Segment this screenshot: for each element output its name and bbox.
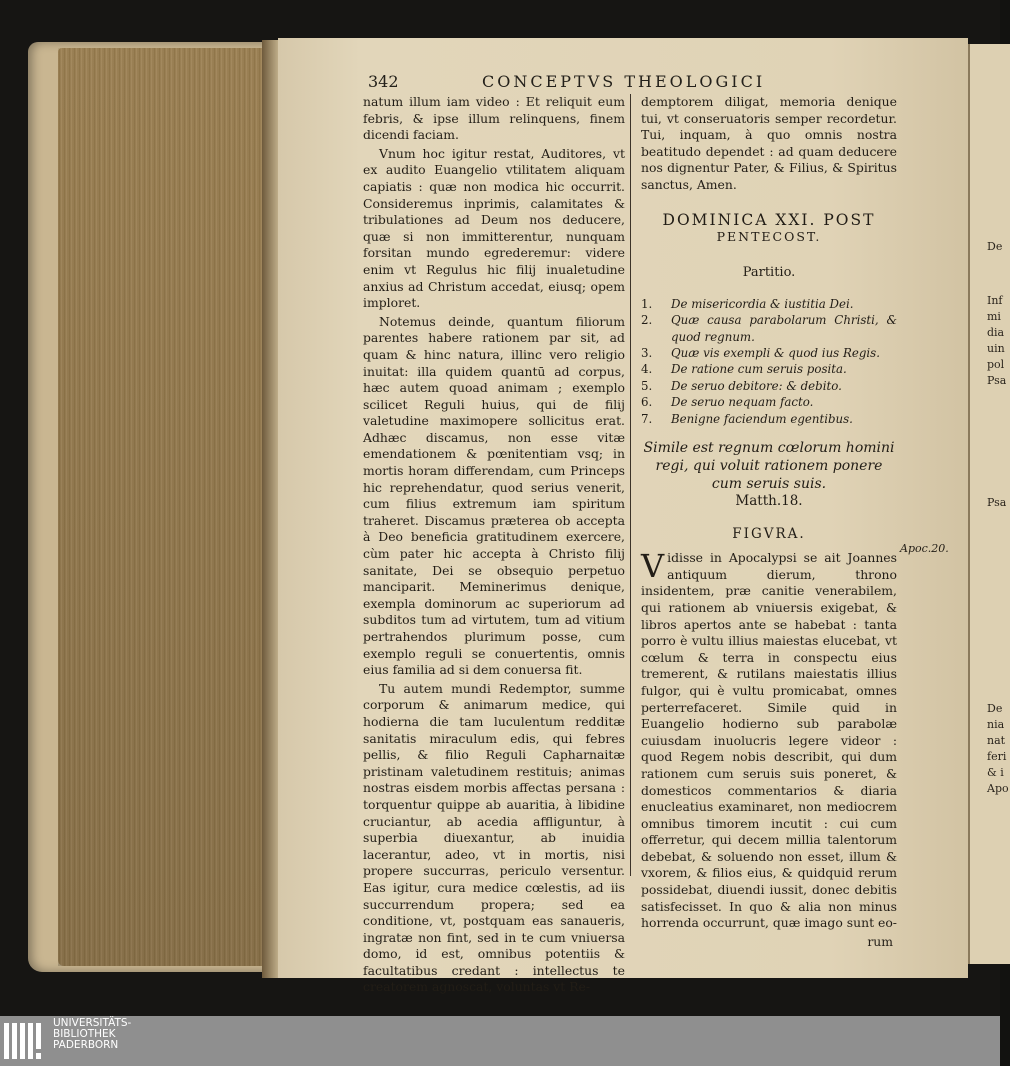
next-page-fragment: De <box>987 240 1003 253</box>
footer-bar <box>0 1016 1000 1066</box>
book-fore-edge <box>58 48 270 966</box>
margin-note: Apoc.20. <box>900 542 949 555</box>
next-page-fragment: dia <box>987 326 1005 339</box>
paragraph: Notemus deinde, quantum filiorum parentes habere rationem par sit, ad quam & hinc natura, illinc vero religio inuitat: illa quidem quantū ad corpus, hæc autem quoad animam ; exemplo scilicet Reguli huius, qui de filij valetudine maximopere sollicitus erat. Adhæc discamus, non esse vitæ emendationem & pœnitentiam vsq; in mortis horam differendam, cum Princeps hic reprehendatur, quod serius venerit, cum filius extremum iam spiritum traheret. Discamus præterea ob accepta à Deo beneficia gratitudinem exercere, cùm pater hic accepta à Christo filij sanitate, Dei se obsequio perpetuo manciparit. Meminerimus denique, exempla dominorum ac superiorum ad subditos tum ad virtutem, tum ad vitium pertrahendos plurimum posse, cum exemplo reguli se conuertentis, omnis eius familia ad si dem conuersa fit. <box>363 313 625 678</box>
paragraph: Vidisse in Apocalypsi se ait Joannes antiquum dierum, throno insidentem, præ canitie venerabilem, qui rationem ab vniuersis exigebat, & libros apertos ante se habebat : tanta porro è vultu illius maiestas elucebat, vt cœlum & terra in conspectu eius tremerent, & rutilans maiestatis illius fulgor, qui è vultu promicabat, omnes perterrefaceret. Simile quid in Euangelio hodierno sub parabolæ cuiusdam inuolucris legere videor : quod Regem nobis describit, qui dum rationem cum seruis suis poneret, & domesticos commentarios & diaria enucleatius examinaret, non mediocrem omnibus timorem incutit : cui cum offerretur, qui decem millia talentorum debebat, & soluendo non esset, illum & vxorem, & filios eius, & quidquid rerum possidebat, diuendi iussit, donec debitis satisfecisset. In quo & alia non minus horrenda occurrunt, quæ imago sunt eo- <box>641 547 897 931</box>
scripture-quote: Simile est regnum cœlorum homini regi, qui voluit rationem ponere cum seruis suis. <box>643 440 895 492</box>
next-page-fragment: De <box>987 702 1003 715</box>
paragraph: Vnum hoc igitur restat, Auditores, vt ex audito Euangelio vtilitatem aliquam capiatis : quæ non modica hic occurrit. Consideremus inprimis, calamitates & tribulationes ad Deum nos deducere, quæ si non immitterentur, nunquam forsitan mundo egrederemur: videre enim vt Regulus hic filij inualetudine anxius ad Christum accedat, eiusq; opem imploret. <box>363 145 625 311</box>
library-logo-text: UNIVERSITÄTS- BIBLIOTHEK PADERBORN <box>53 1017 132 1051</box>
catchword: rum <box>867 933 893 949</box>
next-page-fragment: feri <box>987 750 1007 763</box>
list-item: 5. De seruo debitore: & debito. <box>641 378 842 393</box>
page-number: 342 <box>368 72 399 91</box>
list-item: 4. De ratione cum seruis posita. <box>641 362 847 377</box>
figura-heading: FIGVRA. <box>732 525 806 542</box>
list-item: 6. De seruo nequam facto. <box>641 395 814 410</box>
next-page-fragment: mi <box>987 310 1001 323</box>
scripture-reference: Matth.18. <box>735 493 803 509</box>
column-rule <box>630 94 631 876</box>
list-item: 3. Quæ vis exempli & quod ius Regis. <box>641 345 880 360</box>
right-column <box>641 94 897 950</box>
running-head <box>368 72 948 94</box>
next-page-fragment: Psa <box>987 496 1007 509</box>
section-subheading: PENTECOST. <box>716 228 822 244</box>
section-heading: DOMINICA XXI. POST <box>662 210 876 229</box>
next-page-fragment: pol <box>987 358 1005 371</box>
next-page-fragment: uin <box>987 342 1005 355</box>
library-logo-icon <box>2 1019 46 1063</box>
paragraph: Tu autem mundi Redemptor, summe corporum & animarum medice, qui hodierna die tam luculentum redditæ sanitatis miraculum edis, qui febres pellis, & filio Reguli Capharnaitæ pristinam valetudinem restituis; animas nostras eisdem morbis affectas persana : torquentur quippe ab auaritia, à libidine cruciantur, ab acedia affliguntur, à superbia diuexantur, ab inuidia lacerantur, adeo, vt in mortis, nisi propere succurras, periculo versentur. Eas igitur, cura medice cœlestis, ad iis succurrendum propera; sed ea conditione, vt, postquam eas sanaueris, ingratæ non fint, sed in te cum vniuersa domo, id est, omnibus potentiis & facultatibus credant : intellectus te creatorem agnoscat, voluntas vt Re- <box>363 680 625 995</box>
drop-cap: V <box>641 547 665 586</box>
next-page-fragment: nat <box>987 734 1006 747</box>
left-column <box>363 94 625 998</box>
list-item: 2. Quæ causa parabolarum Christi, & quod regnum. <box>641 313 897 344</box>
next-page-fragment: nia <box>987 718 1005 731</box>
partitio-list <box>641 296 897 427</box>
paragraph: demptorem diligat, memoria denique tui, vt conseruatoris semper recordetur. Tui, inquam, à quo omnis nostra beatitudo dependet : ad quam deducere nos dignentur Pater, & Filius, & Spiritus sanctus, Amen. <box>641 94 897 192</box>
next-page-fragment: & i <box>987 766 1004 779</box>
partitio-label: Partitio. <box>742 265 796 281</box>
list-item: 1. De misericordia & iustitia Dei. <box>641 296 854 311</box>
next-page-fragment: Inf <box>987 294 1003 307</box>
next-page-fragment: Apo <box>987 782 1009 795</box>
list-item: 7. Benigne faciendum egentibus. <box>641 411 853 426</box>
running-title: CONCEPTVS THEOLOGICI <box>482 72 766 91</box>
next-page-fragment: Psa <box>987 374 1007 387</box>
paragraph: natum illum iam video : Et reliquit eum febris, & ipse illum relinquens, finem dicendi faciam. <box>363 94 625 143</box>
